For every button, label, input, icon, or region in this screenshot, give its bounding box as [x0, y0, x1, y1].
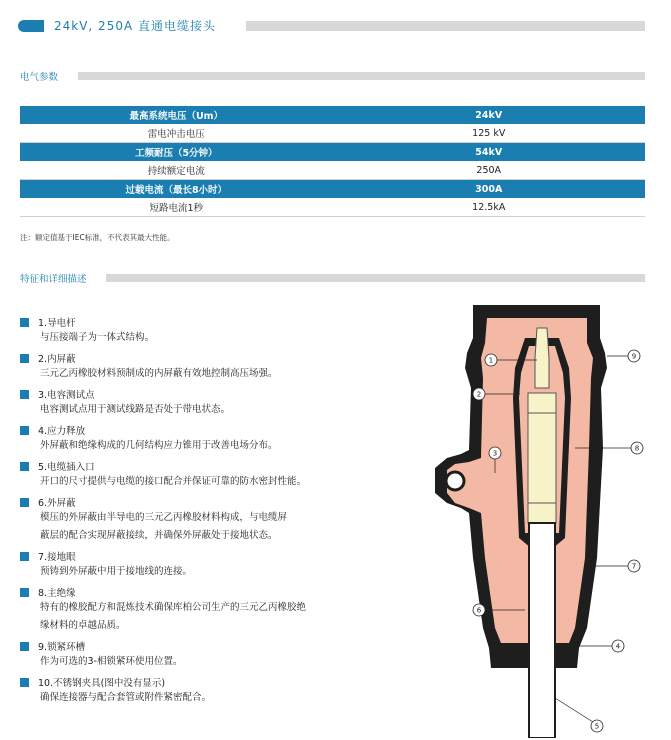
feature-title: 10.不锈钢夹具(图中没有显示): [38, 678, 166, 689]
conductor-rod: [535, 328, 549, 388]
svg-text:8: 8: [634, 444, 640, 453]
test-point-eye: [446, 472, 464, 490]
feature-description: 确保连接器与配合套管或附件紧密配合。: [40, 692, 212, 703]
feature-title: 4.应力释放: [38, 426, 86, 437]
feature-description: 与压接端子为一体式结构。: [40, 332, 155, 343]
cable-core: [529, 523, 555, 738]
svg-text:7: 7: [631, 562, 637, 571]
feature-item: [20, 675, 415, 707]
param-value: 54kV: [333, 143, 646, 162]
svg-text:6: 6: [476, 606, 482, 615]
feature-item: [20, 549, 415, 581]
electrical-params-table: [20, 106, 645, 217]
feature-description: 预铸到外屏蔽中用于接地线的连接。: [40, 566, 193, 577]
feature-item: [20, 387, 415, 419]
feature-title: 3.电容测试点: [38, 390, 95, 401]
feature-title: 9.锁紧环槽: [38, 642, 86, 653]
param-value: 24kV: [333, 106, 646, 124]
page-title: 24kV, 250A 直通电缆接头: [54, 19, 216, 33]
callout-5: [555, 698, 603, 732]
svg-text:5: 5: [594, 722, 600, 731]
feature-description: 三元乙丙橡胶材料预制成的内屏蔽有效地控制高压场强。: [40, 368, 278, 379]
feature-item: [20, 495, 415, 545]
page-header: [18, 16, 645, 36]
bullet-square-icon: [20, 426, 29, 435]
param-value: 12.5kA: [333, 198, 646, 217]
callout-4: [577, 640, 624, 652]
bullet-square-icon: [20, 588, 29, 597]
param-value: 250A: [333, 161, 646, 180]
feature-description: 外屏蔽和绝缘构成的几何结构应力锥用于改善电场分布。: [40, 440, 278, 451]
bullet-square-icon: [20, 462, 29, 471]
feature-description: 作为可选的3-相锁紧环使用位置。: [40, 656, 183, 667]
params-note: 注：额定值基于IEC标准，不代表其最大性能。: [20, 233, 175, 242]
svg-text:3: 3: [492, 449, 498, 458]
param-label: 持续额定电流: [20, 161, 333, 180]
param-row: [20, 161, 645, 180]
header-rule: [246, 21, 645, 31]
feature-item: [20, 351, 415, 383]
param-row: [20, 180, 645, 199]
section-rule: [78, 72, 645, 80]
param-row: [20, 143, 645, 162]
feature-list: [20, 315, 415, 707]
param-row: [20, 106, 645, 124]
feature-title: 7.接地眼: [38, 552, 76, 563]
section-features: [18, 271, 645, 285]
feature-item: [20, 585, 415, 635]
feature-item: [20, 315, 415, 347]
feature-title: 6.外屏蔽: [38, 498, 76, 509]
feature-item: [20, 423, 415, 455]
feature-description: 电容测试点用于测试线路是否处于带电状态。: [40, 404, 231, 415]
header-tab-marker: [18, 20, 44, 32]
feature-description: 缘材料的卓越品质。: [40, 620, 126, 631]
feature-description: 蔽层的配合实现屏蔽接续，并确保外屏蔽处于接地状态。: [40, 530, 278, 541]
feature-description: 开口的尺寸提供与电缆的接口配合并保证可靠的防水密封性能。: [40, 476, 307, 487]
bullet-square-icon: [20, 642, 29, 651]
bullet-square-icon: [20, 678, 29, 687]
param-label: 工频耐压（5分钟）: [20, 143, 333, 162]
callout-7: [595, 560, 640, 572]
feature-description: 特有的橡胶配方和混炼技术确保库柏公司生产的三元乙丙橡胶绝: [40, 602, 307, 613]
param-value: 300A: [333, 180, 646, 199]
bullet-square-icon: [20, 354, 29, 363]
section-rule: [106, 274, 645, 282]
section-electrical: [18, 69, 645, 83]
callout-9: [607, 350, 640, 362]
feature-title: 2.内屏蔽: [38, 354, 76, 365]
param-label: 最高系统电压（Um）: [20, 106, 333, 124]
feature-description: 模压的外屏蔽由半导电的三元乙丙橡胶材料构成，与电缆屏: [40, 512, 288, 523]
bullet-square-icon: [20, 552, 29, 561]
feature-title: 1.导电杆: [38, 318, 76, 329]
svg-text:2: 2: [476, 390, 482, 399]
param-label: 过载电流（最长8小时）: [20, 180, 333, 199]
svg-text:1: 1: [488, 356, 494, 365]
param-row: [20, 124, 645, 143]
section-title-electrical: 电气参数: [20, 72, 59, 83]
feature-title: 5.电缆插入口: [38, 462, 95, 473]
bullet-square-icon: [20, 498, 29, 507]
splice-cross-section-diagram: [425, 298, 660, 738]
feature-title: 8.主绝缘: [38, 588, 76, 599]
svg-text:4: 4: [615, 642, 621, 651]
bullet-square-icon: [20, 318, 29, 327]
bullet-square-icon: [20, 390, 29, 399]
param-label: 雷电冲击电压: [20, 124, 333, 143]
svg-text:9: 9: [631, 352, 637, 361]
feature-item: [20, 639, 415, 671]
param-row: [20, 198, 645, 217]
feature-item: [20, 459, 415, 491]
section-title-features: 特征和详细描述: [20, 274, 87, 285]
param-value: 125 kV: [333, 124, 646, 143]
param-label: 短路电流1秒: [20, 198, 333, 217]
